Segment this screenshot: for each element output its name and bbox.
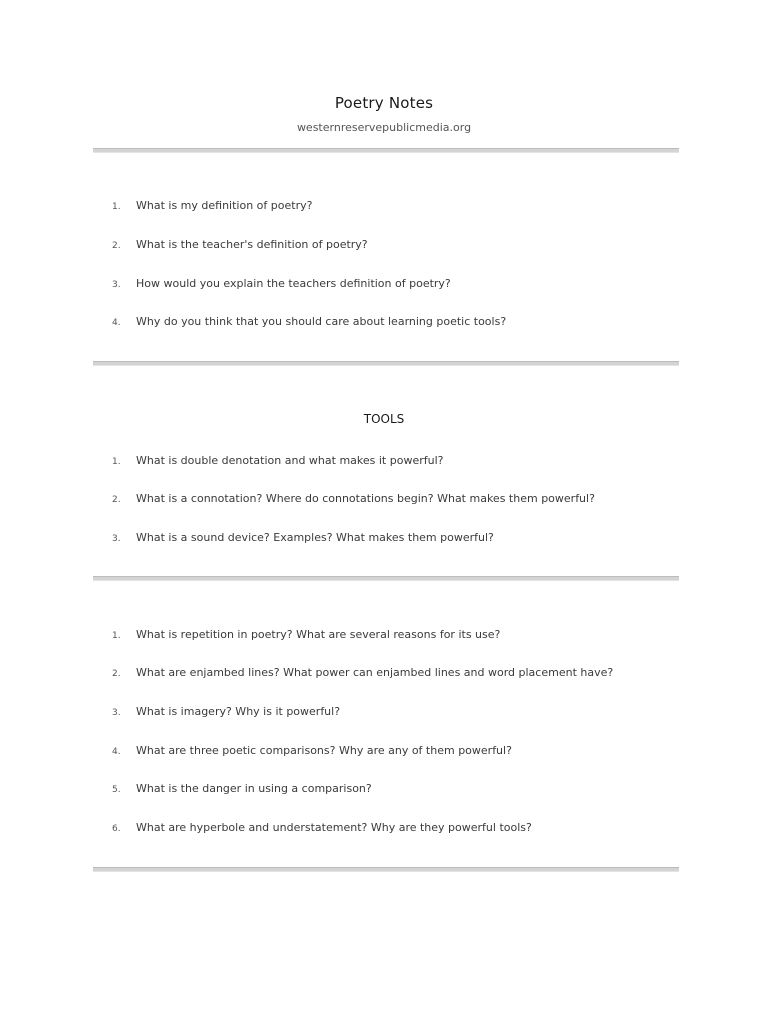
question-number: 6.: [112, 824, 121, 834]
question-text: What is imagery? Why is it powerful?: [136, 705, 341, 718]
question-text: What is my definition of poetry?: [136, 199, 313, 212]
question-item: [112, 628, 500, 641]
question-number: 3.: [112, 280, 121, 290]
question-number: 4.: [112, 318, 121, 328]
question-item: [112, 315, 506, 328]
question-number: 1.: [112, 631, 121, 641]
question-item: [112, 238, 368, 251]
divider-section-2: [93, 576, 679, 581]
question-text: What are three poetic comparisons? Why are any of them powerful?: [136, 744, 512, 757]
question-item: [112, 705, 340, 718]
question-item: [112, 454, 443, 467]
question-text: What is repetition in poetry? What are several reasons for its use?: [136, 628, 501, 641]
divider-bottom: [93, 867, 679, 872]
question-item: [112, 744, 512, 757]
question-number: 2.: [112, 495, 121, 505]
question-number: 1.: [112, 202, 121, 212]
question-number: 2.: [112, 241, 121, 251]
question-item: [112, 199, 312, 212]
question-item: [112, 492, 595, 505]
question-item: [112, 821, 532, 834]
question-text: What are hyperbole and understatement? Why are they powerful tools?: [136, 821, 532, 834]
question-text: What is double denotation and what makes it powerful?: [136, 454, 444, 467]
question-item: [112, 666, 613, 679]
question-text: Why do you think that you should care about learning poetic tools?: [136, 315, 507, 328]
question-number: 2.: [112, 669, 121, 679]
question-number: 5.: [112, 785, 121, 795]
page-subtitle: westernreservepublicmedia.org: [296, 121, 472, 134]
question-item: [112, 531, 494, 544]
question-text: What are enjambed lines? What power can enjambed lines and word placement have?: [136, 666, 614, 679]
question-text: How would you explain the teachers definition of poetry?: [136, 277, 451, 290]
question-text: What is the danger in using a comparison?: [136, 782, 372, 795]
section-heading-tools: TOOLS: [363, 412, 405, 426]
page-title: Poetry Notes: [334, 94, 434, 112]
question-number: 1.: [112, 457, 121, 467]
question-item: [112, 782, 372, 795]
question-text: What is a connotation? Where do connotations begin? What makes them powerful?: [136, 492, 595, 505]
divider-top: [93, 148, 679, 153]
question-number: 4.: [112, 747, 121, 757]
question-text: What is the teacher's definition of poetry?: [136, 238, 368, 251]
divider-section-1: [93, 361, 679, 366]
question-text: What is a sound device? Examples? What makes them powerful?: [136, 531, 494, 544]
question-number: 3.: [112, 534, 121, 544]
question-number: 3.: [112, 708, 121, 718]
question-item: [112, 277, 451, 290]
